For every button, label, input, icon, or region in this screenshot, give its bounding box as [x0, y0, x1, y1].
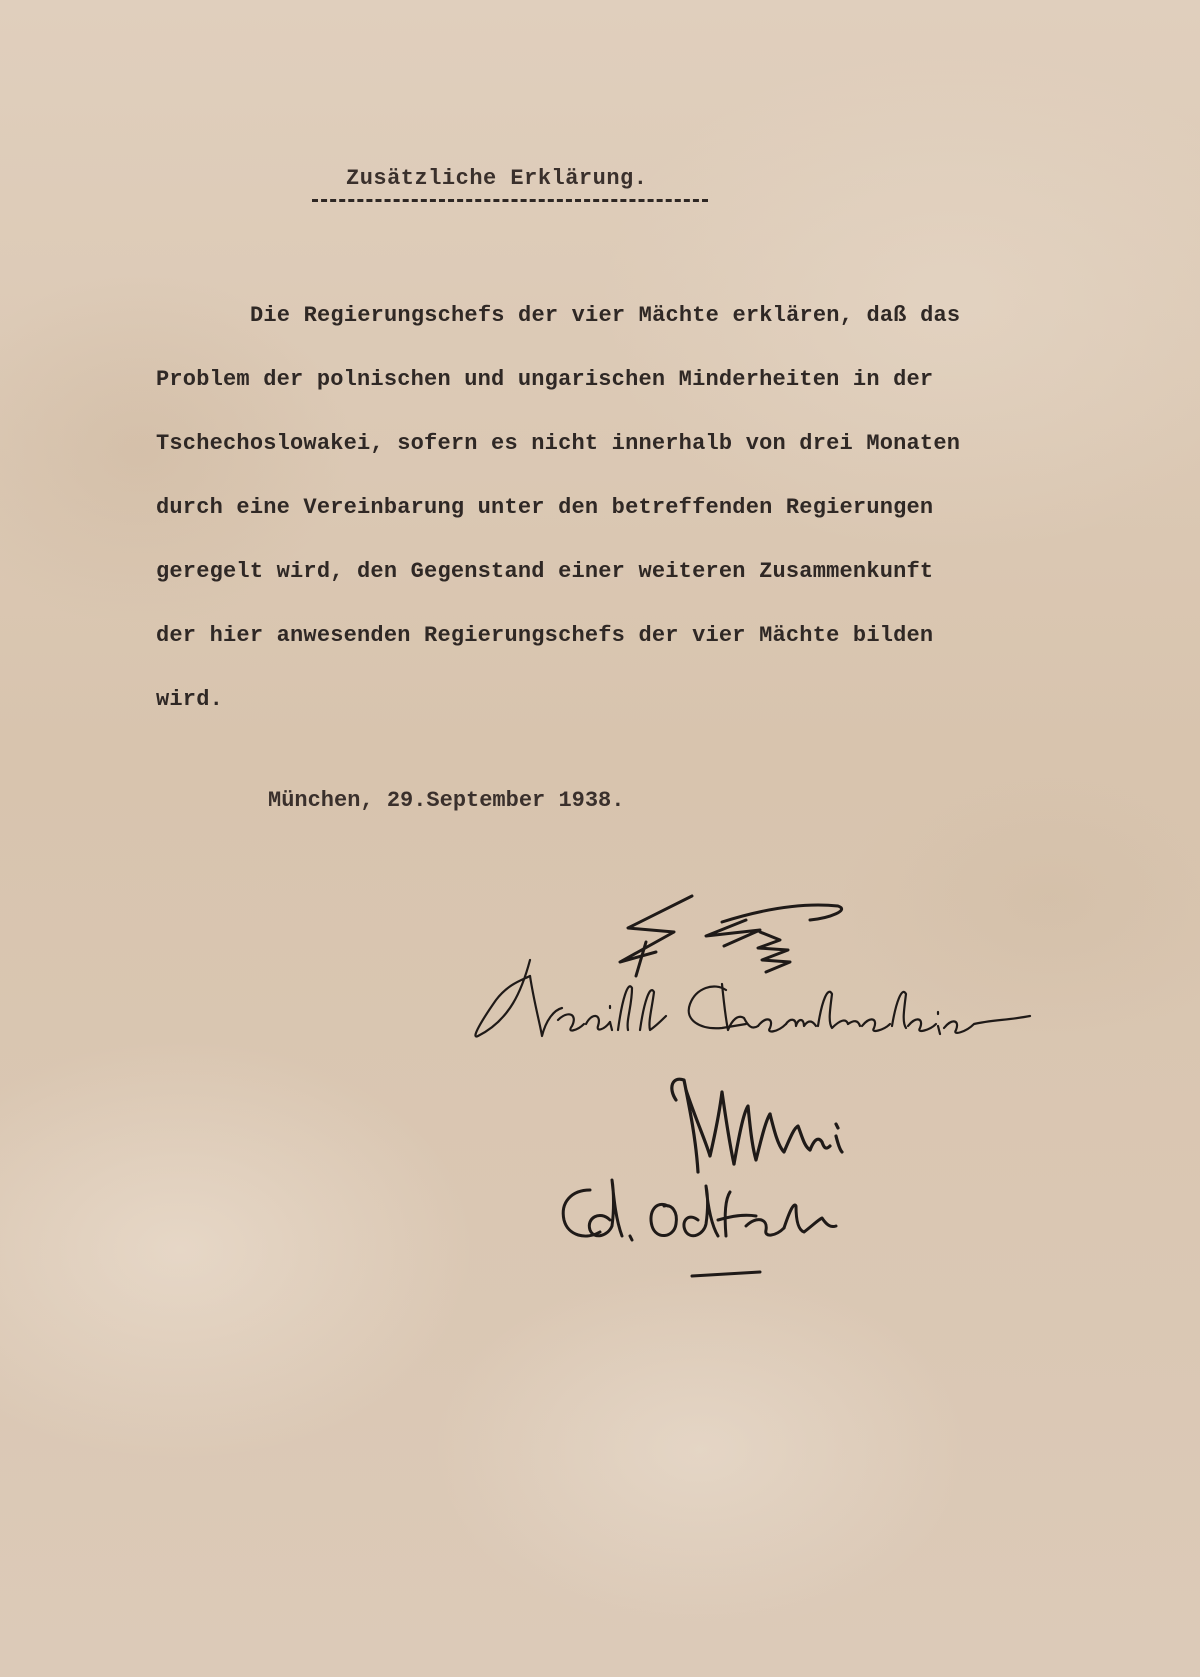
signature-daladier — [563, 1180, 836, 1276]
place-date: München, 29.September 1938. — [268, 788, 625, 813]
signature-mussolini — [672, 1079, 842, 1172]
declaration-paragraph — [156, 284, 1116, 732]
paragraph-line: Problem der polnischen und ungarischen Minderheiten in der — [156, 367, 934, 392]
paragraph-line: durch eine Vereinbarung unter den betreffenden Regierungen — [156, 495, 934, 520]
paragraph-line: Die Regierungschefs der vier Mächte erklären, daß das — [250, 303, 961, 328]
title-underline — [312, 199, 708, 202]
document-title: Zusätzliche Erklärung. — [346, 166, 648, 191]
paragraph-line: wird. — [156, 687, 224, 712]
signatures-block — [460, 880, 1160, 1280]
signature-chamberlain — [475, 960, 1030, 1037]
paragraph-line: geregelt wird, den Gegenstand einer weiteren Zusammenkunft — [156, 559, 934, 584]
paragraph-line: Tschechoslowakei, sofern es nicht innerhalb von drei Monaten — [156, 431, 961, 456]
paragraph-line: der hier anwesenden Regierungschefs der vier Mächte bilden — [156, 623, 934, 648]
signature-hitler — [620, 896, 842, 976]
